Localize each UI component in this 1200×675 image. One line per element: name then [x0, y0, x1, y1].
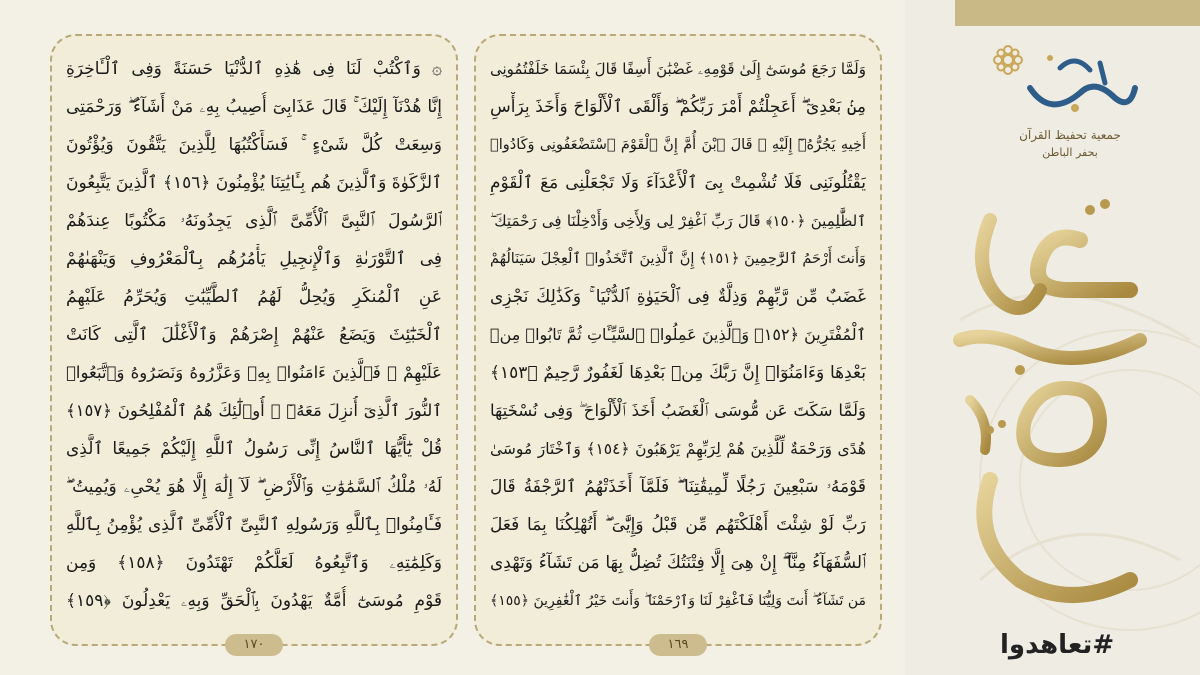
verse-line: قُلْ يَٰٓأَيُّهَا ٱلنَّاسُ إِنِّى رَسُولُ ٱللَّهِ إِلَيْكُمْ جَمِيعًا ٱلَّذِى	[66, 439, 442, 459]
tahadu-calligraphy-icon	[930, 180, 1180, 610]
verse-line: ٱلسُّفَهَآءُ مِنَّآ ۖ إِنْ هِىَ إِلَّا فِتْنَتُكَ تُضِلُّ بِهَا مَن تَشَآءُ وَتَهْدِى	[490, 553, 866, 573]
verse-line: غَضَبٌ مِّن رَّبِّهِمْ وَذِلَّةٌ فِى ٱلْحَيَوٰةِ ٱلدُّنْيَا ۚ وَكَذَٰلِكَ نَجْزِى	[490, 287, 866, 307]
verse-line: وَلَمَّا رَجَعَ مُوسَىٰٓ إِلَىٰ قَوْمِهِۦ غَضْبَٰنَ أَسِفًا قَالَ بِئْسَمَا خَلَفْتُمُونِى	[490, 60, 866, 78]
verse-line: لَهُۥ مُلْكُ ٱلسَّمَٰوَٰتِ وَٱلْأَرْضِ ۖ لَآ إِلَٰهَ إِلَّا هُوَ يُحْىِۦ وَيُمِيتُ ۖ	[66, 477, 442, 497]
verse-line: إِنَّا هُدْنَآ إِلَيْكَ ۚ قَالَ عَذَابِىٓ أُصِيبُ بِهِۦ مَنْ أَشَآءُ ۖ وَرَحْمَتِى	[66, 97, 442, 117]
quran-page-left	[50, 34, 458, 652]
verse-line: ۞ وَٱكْتُبْ لَنَا فِى هَٰذِهِ ٱلدُّنْيَا حَسَنَةً وَفِى ٱلْـَٔاخِرَةِ	[66, 59, 442, 79]
verse-line: ٱلظَّٰلِمِينَ ﴿١٥٠﴾ قَالَ رَبِّ ٱغْفِرْ لِى وَلِأَخِى وَأَدْخِلْنَا فِى رَحْمَتِكَ ۖ	[490, 212, 866, 230]
verse-line: ٱلْمُفْتَرِينَ ﴿١٥٢﴾ وَٱلَّذِينَ عَمِلُوا۟ ٱلسَّيِّـَٔاتِ ثُمَّ تَابُوا۟ مِنۢ	[490, 325, 866, 344]
org-logo	[990, 42, 1150, 162]
page-number-left: ١٧٠	[225, 634, 283, 656]
verse-line: فَـَٔامِنُوا۟ بِٱللَّهِ وَرَسُولِهِ ٱلنَّبِىِّ ٱلْأُمِّىِّ ٱلَّذِى يُؤْمِنُ بِٱللَّهِ	[66, 515, 442, 535]
verse-line: عَلَيْهِمْ ۚ فَٱلَّذِينَ ءَامَنُوا۟ بِهِۦ وَعَزَّرُوهُ وَنَصَرُوهُ وَٱتَّبَعُوا۟	[66, 363, 442, 382]
verse-line: وَلَمَّا سَكَتَ عَن مُّوسَى ٱلْغَضَبُ أَخَذَ ٱلْأَلْوَاحَ ۖ وَفِى نُسْخَتِهَا	[490, 401, 866, 420]
verse-line: ٱلنُّورَ ٱلَّذِىٓ أُنزِلَ مَعَهُۥٓ ۙ أُو۟لَٰٓئِكَ هُمُ ٱلْمُفْلِحُونَ ﴿١٥٧﴾	[66, 401, 442, 420]
verse-line: وَسِعَتْ كُلَّ شَىْءٍ ۚ فَسَأَكْتُبُهَا لِلَّذِينَ يَتَّقُونَ وَيُؤْتُونَ	[66, 135, 442, 155]
verse-line: بَعْدِهَا وَءَامَنُوٓا۟ إِنَّ رَبَّكَ مِنۢ بَعْدِهَا لَغَفُورٌ رَّحِيمٌ ﴿١٥٣﴾	[490, 363, 866, 383]
verse-line: ٱلْخَبَٰٓئِثَ وَيَضَعُ عَنْهُمْ إِصْرَهُمْ وَٱلْأَغْلَٰلَ ٱلَّتِى كَانَتْ	[66, 325, 442, 345]
verse-line: فِى ٱلتَّوْرَىٰةِ وَٱلْإِنجِيلِ يَأْمُرُهُم بِٱلْمَعْرُوفِ وَيَنْهَىٰهُمْ	[66, 249, 442, 269]
rooh-rayhan-logo-icon	[1020, 48, 1140, 118]
verse-line: ٱلزَّكَوٰةَ وَٱلَّذِينَ هُم بِـَٔايَٰتِنَا يُؤْمِنُونَ ﴿١٥٦﴾ ٱلَّذِينَ يَتَّبِعُونَ	[66, 173, 442, 193]
page-number-right: ١٦٩	[649, 634, 707, 656]
verse-line: عَنِ ٱلْمُنكَرِ وَيُحِلُّ لَهُمُ ٱلطَّيِّبَٰتِ وَيُحَرِّمُ عَلَيْهِمُ	[66, 287, 442, 307]
verse-line: أَخِيهِ يَجُرُّهُۥٓ إِلَيْهِ ۚ قَالَ ٱبْنَ أُمَّ إِنَّ ٱلْقَوْمَ ٱسْتَضْعَفُونِى وَكَادُوا۟	[490, 137, 866, 153]
verse-line: مَن تَشَآءُ ۖ أَنتَ وَلِيُّنَا فَٱغْفِرْ لَنَا وَٱرْحَمْنَا ۖ وَأَنتَ خَيْرُ ٱلْغَٰفِرِينَ ﴿١٥٥﴾	[490, 593, 866, 609]
campaign-hashtag: #تعاهدوا	[1000, 630, 1115, 660]
org-location: بحفر الباطن	[1042, 146, 1098, 159]
verse-line: وَكَلِمَٰتِهِۦ وَٱتَّبِعُوهُ لَعَلَّكُمْ تَهْتَدُونَ ﴿١٥٨﴾ وَمِن	[66, 553, 442, 573]
verse-line: قَوْمِ مُوسَىٰٓ أُمَّةٌ يَهْدُونَ بِٱلْحَقِّ وَبِهِۦ يَعْدِلُونَ ﴿١٥٩﴾	[66, 591, 442, 611]
verse-line: هُدًى وَرَحْمَةٌ لِّلَّذِينَ هُمْ لِرَبِّهِمْ يَرْهَبُونَ ﴿١٥٤﴾ وَٱخْتَارَ مُوسَىٰ	[490, 440, 866, 458]
verse-line: يَقْتُلُونَنِى فَلَا تُشْمِتْ بِىَ ٱلْأَعْدَآءَ وَلَا تَجْعَلْنِى مَعَ ٱلْقَوْمِ	[490, 173, 866, 193]
org-name: جمعية تحفيظ القرآن	[1019, 128, 1121, 142]
verse-line: ٱلرَّسُولَ ٱلنَّبِىَّ ٱلْأُمِّىَّ ٱلَّذِى يَجِدُونَهُۥ مَكْتُوبًا عِندَهُمْ	[66, 211, 442, 231]
verse-line: وَأَنتَ أَرْحَمُ ٱلرَّٰحِمِينَ ﴿١٥١﴾ إِنَّ ٱلَّذِينَ ٱتَّخَذُوا۟ ٱلْعِجْلَ سَيَنَالُهُمْ	[490, 251, 866, 267]
page-text-left	[66, 54, 442, 616]
quran-page-right	[474, 34, 882, 652]
top-accent-bar	[955, 0, 1200, 26]
verse-line: رَبِّ لَوْ شِئْتَ أَهْلَكْتَهُم مِّن قَبْلُ وَإِيَّٰىَ ۖ أَتُهْلِكُنَا بِمَا فَعَلَ	[490, 515, 866, 535]
page-text-right	[490, 54, 866, 616]
verse-line: مِنۢ بَعْدِىٓ ۖ أَعَجِلْتُمْ أَمْرَ رَبِّكُمْ ۖ وَأَلْقَى ٱلْأَلْوَاحَ وَأَخَذَ بِرَأْسِ	[490, 97, 866, 117]
verse-line: قَوْمَهُۥ سَبْعِينَ رَجُلًا لِّمِيقَٰتِنَا ۖ فَلَمَّآ أَخَذَتْهُمُ ٱلرَّجْفَةُ قَالَ	[490, 477, 866, 497]
